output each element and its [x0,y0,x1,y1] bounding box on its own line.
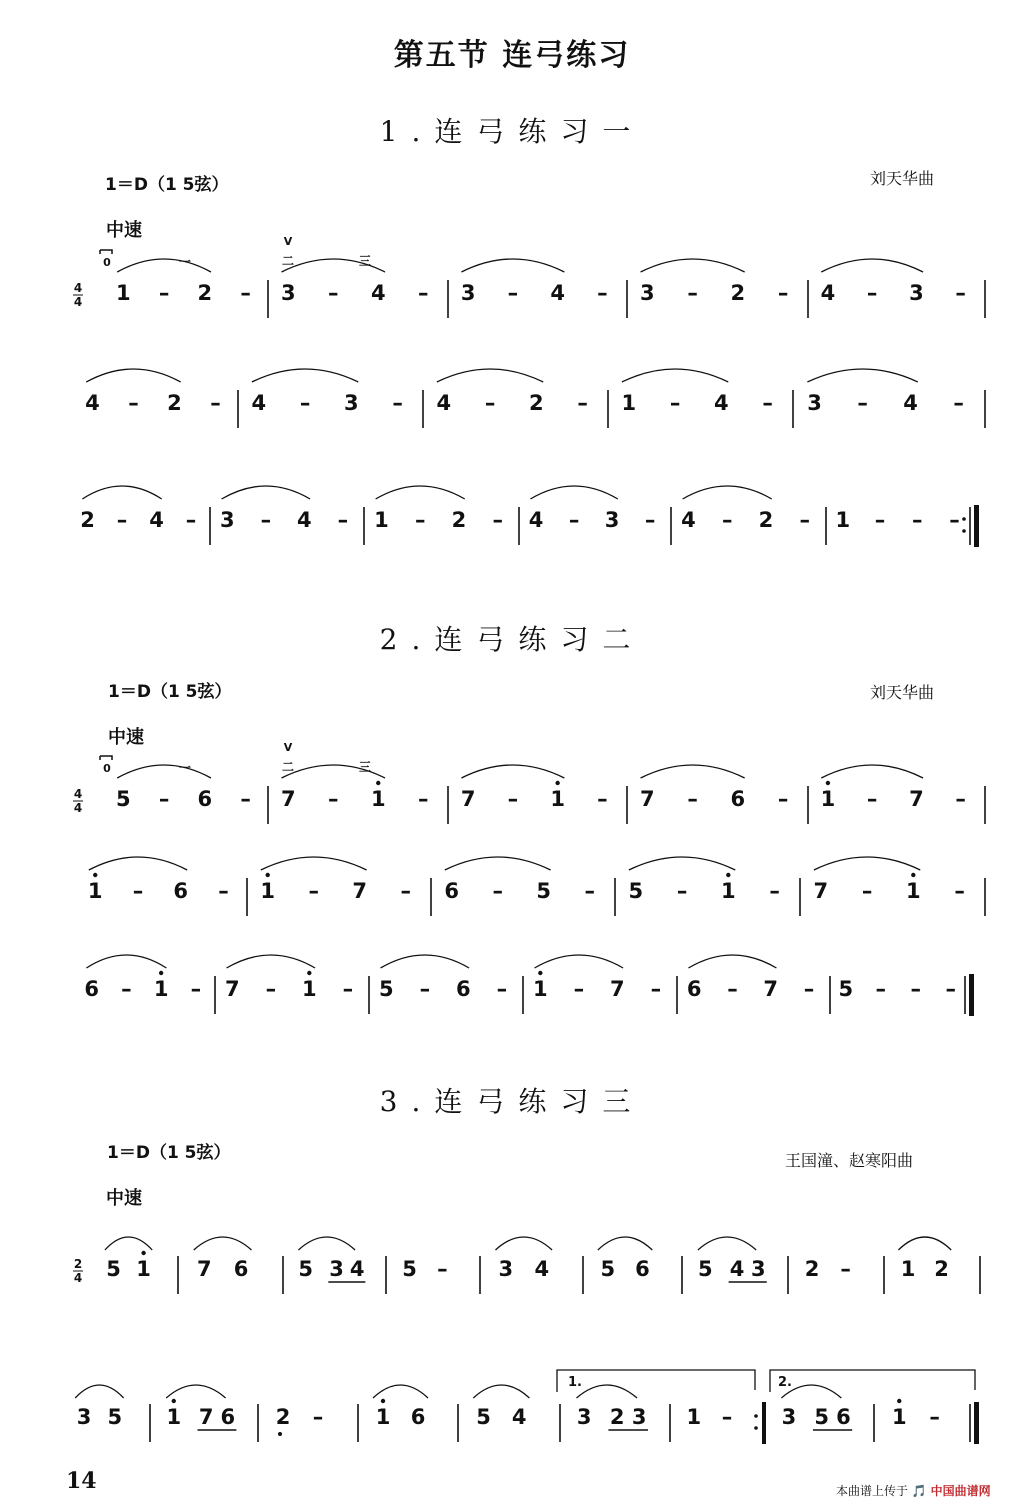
note: 1 [87,879,103,903]
page-number: 14 [66,1468,97,1494]
final-barline-thick [969,974,974,1016]
slur [641,259,745,272]
fingering-mark: 0 [103,256,111,269]
high-octave-dot [538,971,542,975]
fingering-mark: 一 [178,761,192,775]
note: 6 [84,977,99,1001]
dash: – [418,281,429,305]
down-bow-icon [100,756,112,760]
section-title: 第五节 连弓练习 [393,38,631,73]
note: 5 [116,787,131,811]
note: 1 [375,1405,391,1429]
slur [821,765,923,778]
volta-label-2: 2. [778,1375,792,1390]
note: 2 [80,508,95,532]
dash: – [507,281,519,305]
note: 2 [730,281,746,305]
note: 6 [173,879,189,903]
note: 1 [533,977,548,1001]
exercise-2-title: 2.连弓练习二 [379,623,645,656]
fingering-mark: 一 [178,255,192,269]
note: 6 [197,787,213,811]
note: 3 [76,1405,92,1429]
dash: – [210,391,221,415]
note: 1 [721,879,736,903]
note: 4 [550,281,565,305]
dash: – [687,787,698,811]
high-octave-dot [911,873,915,877]
note: 1 [900,1257,916,1281]
note: 3 [576,1405,592,1429]
slur [373,1385,428,1398]
dash: – [644,508,656,532]
dash: – [597,281,608,305]
note: 7 [280,787,296,811]
note: 7 [198,1405,214,1429]
note: 1 [153,977,169,1001]
low-octave-dot [278,1432,282,1436]
final-barline-thick [974,1402,979,1444]
time-signature-top: 2 [73,1257,83,1271]
high-octave-dot [726,873,730,877]
note: 2 [529,391,544,415]
slur [807,369,917,382]
dash: – [492,879,503,903]
slur [437,369,543,382]
dash: – [769,879,780,903]
slur [381,955,470,968]
note: 1 [166,1405,182,1429]
dash: – [299,391,311,415]
high-octave-dot [266,873,270,877]
dash: – [945,977,956,1001]
note: 1 [686,1405,702,1429]
slur [227,955,316,968]
dash: – [265,977,277,1001]
dash: – [418,787,429,811]
slur [461,765,564,778]
slur [252,369,358,382]
exercise-3-title: 3.连弓练习三 [379,1085,645,1118]
footer-brand: 中国曲谱网 [930,1484,991,1498]
high-octave-dot [897,1399,901,1403]
slur [473,1385,529,1398]
dash: – [312,1405,324,1429]
dash: – [955,787,966,811]
dash: – [803,977,815,1001]
exercise-2-tempo: 中速 [108,727,144,748]
note: 2 [609,1405,625,1429]
dash: – [777,281,789,305]
note: 6 [730,787,746,811]
high-octave-dot [172,1399,176,1403]
dash: – [158,281,170,305]
time-signature-bottom: 4 [73,801,83,815]
slur [222,486,311,499]
dash: – [669,391,681,415]
note: 4 [714,391,729,415]
exercise-2-composer: 刘天华曲 [870,683,935,702]
note: 2 [167,391,182,415]
dash: – [866,281,878,305]
dash: – [492,508,503,532]
note: 4 [436,391,452,415]
dash: – [721,508,733,532]
dash: – [597,787,608,811]
dash: – [185,508,197,532]
fingering-mark: 三 [358,760,372,774]
slur [261,857,367,870]
note: 3 [751,1257,766,1281]
dash: – [929,1405,940,1429]
dash: – [857,391,868,415]
dash: – [840,1257,851,1281]
note: 1 [621,391,637,415]
slur [461,259,564,272]
note: 6 [635,1257,650,1281]
note: 5 [698,1257,713,1281]
slur [86,369,180,382]
fingering-mark: 0 [103,762,111,775]
repeat-dot [754,1426,758,1430]
high-octave-dot [826,781,830,785]
slur [821,259,923,272]
note: 1 [906,879,921,903]
note: 3 [604,508,620,532]
note: 4 [349,1257,365,1281]
exercise-2-key: 1＝D（1 5弦） [108,682,232,702]
dash: – [584,879,595,903]
slur [577,1385,638,1398]
high-octave-dot [555,781,559,785]
slur [622,369,728,382]
note: 7 [640,787,655,811]
time-signature-bottom: 4 [73,1271,83,1285]
note: 4 [85,391,100,415]
slur [166,1385,225,1398]
high-octave-dot [376,781,380,785]
note: 2 [934,1257,949,1281]
note: 3 [280,281,296,305]
note: 7 [763,977,779,1001]
note: 2 [275,1405,291,1429]
dash: – [507,787,519,811]
dash: – [650,977,662,1001]
volta-bracket-1 [557,1370,755,1392]
note: 1 [370,787,386,811]
dash: – [721,1405,733,1429]
note: 1 [891,1405,907,1429]
dash: – [954,879,965,903]
dash: – [573,977,585,1001]
note: 4 [534,1257,550,1281]
exercise-3-key: 1＝D（1 5弦） [107,1143,231,1163]
repeat-dot [962,529,966,533]
dash: – [240,787,251,811]
slur [105,1237,152,1250]
slur [688,955,776,968]
note: 3 [220,508,235,532]
volta-bracket-2 [770,1370,975,1392]
slur [698,1237,756,1250]
slur [75,1385,123,1398]
high-octave-dot [307,971,311,975]
dash: – [128,391,139,415]
up-bow-icon: V [283,235,293,248]
note: 3 [631,1405,647,1429]
note: 4 [681,508,696,532]
note: 5 [379,977,394,1001]
note: 7 [909,787,924,811]
slur [445,857,551,870]
note: 7 [196,1257,212,1281]
time-signature-bottom: 4 [73,295,83,309]
dash: – [762,391,773,415]
note: 2 [197,281,213,305]
slur [376,486,465,499]
note: 6 [444,879,460,903]
note: 3 [781,1405,797,1429]
note: 3 [344,391,359,415]
slur [814,857,920,870]
note: 7 [460,787,476,811]
slur [530,486,617,499]
note: 3 [498,1257,514,1281]
dash: – [861,879,873,903]
note: 4 [297,508,312,532]
note: 1 [550,787,565,811]
slur [82,486,161,499]
exercise-1-key: 1＝D（1 5弦） [105,175,229,195]
dash: – [955,281,966,305]
exercise-1-title: 1.连弓练习一 [379,115,645,148]
dash: – [240,281,251,305]
slur [89,857,187,870]
note: 3 [329,1257,344,1281]
note: 5 [106,1257,121,1281]
note: 1 [260,879,276,903]
note: 7 [813,879,829,903]
slur [898,1237,951,1250]
high-octave-dot [159,971,163,975]
note: 6 [233,1257,249,1281]
note: 4 [528,508,544,532]
note: 7 [610,977,625,1001]
note: 5 [298,1257,313,1281]
slur [535,955,624,968]
time-signature-top: 4 [73,281,83,295]
slur [683,486,772,499]
dash: – [727,977,738,1001]
note: 1 [835,508,851,532]
dash: – [777,787,789,811]
note: 5 [628,879,644,903]
dash: – [799,508,810,532]
note: 4 [820,281,836,305]
high-octave-dot [141,1251,145,1255]
dash: – [308,879,319,903]
slur [598,1237,652,1250]
dash: – [419,977,431,1001]
note: 7 [225,977,240,1001]
slur [495,1237,552,1250]
note: 5 [600,1257,616,1281]
exercise-3-tempo: 中速 [106,1188,142,1209]
note: 6 [220,1405,236,1429]
dash: – [328,787,339,811]
note: 4 [903,391,918,415]
note: 2 [804,1257,820,1281]
dash: – [260,508,272,532]
repeat-dot [754,1414,758,1418]
note: 4 [149,508,164,532]
site-logo-icon: 🎵 [911,1484,927,1498]
exercise-1-composer: 刘天华曲 [870,169,935,188]
fingering-mark: 三 [358,254,372,268]
slur [298,1237,355,1250]
note: 1 [136,1257,151,1281]
slur [194,1237,252,1250]
note: 1 [302,977,317,1001]
dash: – [496,977,508,1001]
repeat-barline [762,1402,766,1444]
dash: – [132,879,144,903]
dash: – [342,977,354,1001]
volta-label-1: 1. [568,1375,582,1390]
up-bow-icon: V [283,741,293,754]
note: 1 [374,508,389,532]
note: 2 [758,508,774,532]
note: 6 [456,977,471,1001]
slur [86,955,166,968]
note: 3 [807,391,822,415]
note: 7 [352,879,368,903]
dash: – [875,977,886,1001]
note: 5 [536,879,552,903]
dash: – [676,879,688,903]
time-signature-top: 4 [73,787,83,801]
note: 5 [402,1257,417,1281]
note: 3 [640,281,655,305]
dash: – [414,508,426,532]
exercise-1-tempo: 中速 [106,220,142,241]
final-barline-thick [974,505,979,547]
fingering-mark: 二 [281,254,295,268]
note: 5 [838,977,854,1001]
footer-credit [836,1482,991,1499]
note: 4 [370,281,386,305]
note: 6 [686,977,702,1001]
note: 1 [116,281,131,305]
note: 6 [836,1405,851,1429]
dash: – [116,508,128,532]
high-octave-dot [93,873,97,877]
slur [641,765,745,778]
slur [117,259,211,272]
down-bow-icon [100,250,112,254]
dash: – [218,879,229,903]
dash: – [190,977,202,1001]
slur [629,857,735,870]
repeat-dot [962,517,966,521]
dash: – [484,391,496,415]
dash: – [866,787,878,811]
dash: – [949,508,960,532]
note: 5 [107,1405,123,1429]
fingering-mark: 二 [281,760,295,774]
dash: – [912,508,923,532]
dash: – [953,391,964,415]
dash: – [568,508,580,532]
note: 2 [451,508,467,532]
slur [117,765,211,778]
dash: – [121,977,132,1001]
note: 3 [460,281,476,305]
dash: – [577,391,588,415]
note: 4 [511,1405,527,1429]
high-octave-dot [381,1399,385,1403]
exercise-3-composer: 王国潼、赵寒阳曲 [785,1151,914,1170]
note: 1 [820,787,836,811]
dash: – [687,281,698,305]
dash: – [392,391,403,415]
footer-text: 本曲谱上传于 [836,1484,909,1498]
dash: – [910,977,921,1001]
dash: – [437,1257,448,1281]
note: 4 [729,1257,745,1281]
dash: – [328,281,339,305]
dash: – [337,508,349,532]
dash: – [874,508,886,532]
note: 3 [909,281,924,305]
note: 4 [251,391,267,415]
note: 5 [814,1405,829,1429]
note: 6 [410,1405,426,1429]
note: 5 [476,1405,491,1429]
dash: – [400,879,411,903]
dash: – [158,787,170,811]
